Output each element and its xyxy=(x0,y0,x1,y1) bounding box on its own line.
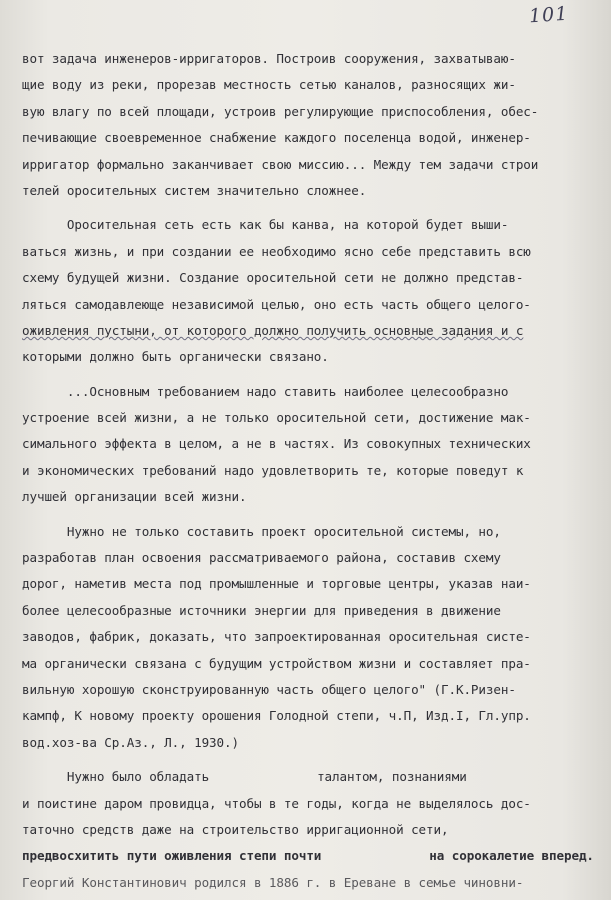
text-fragment: талантом, познаниями xyxy=(317,769,467,785)
text-line: вильную хорошую сконструированную часть общего целого" (Г.К.Ризен- xyxy=(22,681,516,697)
text-line: ирригатор формально заканчивает свою миссию... Между тем задачи строи xyxy=(22,156,539,172)
paragraph-gap xyxy=(22,511,604,519)
text-line: Георгий Константинович родился в 1886 г. в Ереване в семье чиновни- xyxy=(22,874,524,890)
text-line: ляться самодавлеюще независимой целью, оно есть часть общего целого- xyxy=(22,296,531,312)
text-line: печивающие своевременное снабжение каждого поселенца водой, инженер- xyxy=(22,130,531,146)
paragraph-gap xyxy=(22,756,604,764)
text-line: ...Основным требованием надо ставить наиболее целесообразно xyxy=(22,383,509,399)
text-line: ма органически связана с будущим устройством жизни и составляет пра- xyxy=(22,655,531,671)
text-line: симального эффекта в целом, а не в частях. Из совокупных технических xyxy=(22,436,531,452)
text-fragment: предвосхитить пути оживления степи почти xyxy=(22,848,322,864)
text-line: Оросительная сеть есть как бы канва, на которой будет выши- xyxy=(22,217,509,233)
text-line: которыми должно быть органически связано. xyxy=(22,349,329,365)
text-line: лучшей организации всей жизни. xyxy=(22,489,247,505)
text-line: и поистине даром провидца, чтобы в те годы, когда не выделялось дос- xyxy=(22,795,531,811)
text-line: заводов, фабрик, доказать, что запроектированная оросительная систе- xyxy=(22,629,531,645)
typescript-body xyxy=(22,46,604,896)
text-line: и экономических требований надо удовлетворить те, которые поведут к xyxy=(22,462,524,478)
text-line: схему будущей жизни. Создание оросительной сети не должно представ- xyxy=(22,270,524,286)
text-line: более целесообразные источники энергии для приведения в движение xyxy=(22,602,501,618)
text-line: вую влагу по всей площади, устроив регулирующие приспособления, обес- xyxy=(22,103,539,119)
text-line-with-blank xyxy=(22,843,604,869)
text-fragment: на сорокалетие вперед. xyxy=(429,848,594,864)
paragraph-gap xyxy=(22,204,604,212)
text-line: разработав план освоения рассматриваемого района, составив схему xyxy=(22,550,501,566)
text-line: ваться жизнь, и при создании ее необходимо ясно себе представить всю xyxy=(22,243,531,259)
text-line: щие воду из реки, прорезав местность сетью каналов, разносящих жи- xyxy=(22,77,516,93)
text-line-with-blank xyxy=(22,764,604,790)
text-line: таточно средств даже на строительство ирригационной сети, xyxy=(22,821,449,837)
text-line: дорог, наметив места под промышленные и торговые центры, указав наи- xyxy=(22,576,531,592)
text-line: вод.хоз-ва Ср.Аз., Л., 1930.) xyxy=(22,734,239,750)
text-line: Нужно не только составить проект оросительной системы, но, xyxy=(22,523,501,539)
text-line: вот задача инженеров-ирригаторов. Построив сооружения, захватываю- xyxy=(22,51,516,66)
page-number: 101 xyxy=(528,2,569,28)
paragraph-gap xyxy=(22,371,604,379)
text-line: кампф, К новому проекту орошения Голодной степи, ч.П, Изд.I, Гл.упр. xyxy=(22,708,531,724)
text-line-underlined: оживления пустыни, от которого должно получить основные задания и с xyxy=(22,322,524,338)
text-line: телей оросительных систем значительно сложнее. xyxy=(22,182,367,198)
text-line: устроение всей жизни, а не только оросительной сети, достижение мак- xyxy=(22,410,531,426)
text-fragment: Нужно было обладать xyxy=(22,769,210,785)
